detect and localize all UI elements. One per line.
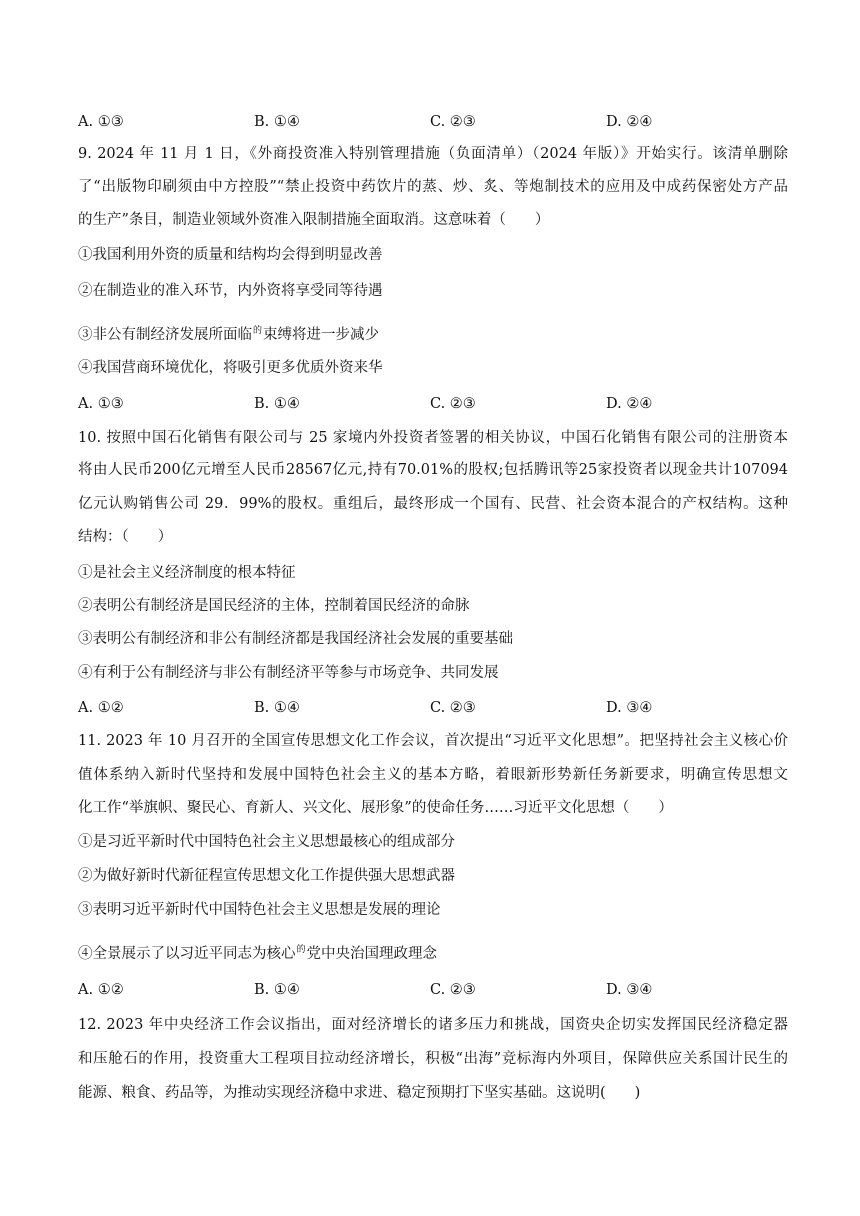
q12-stem-line: 能源、粮食、药品等，为推动实现经济稳中求进、稳定预期打下坚实基础。这说明( ) (78, 1085, 641, 1101)
q10-stem-line: 亿元认购销售公司 29．99%的股权。重组后，最终形成一个国有、民营、社会资本混合的产权结构。这种 (78, 496, 788, 512)
q11-item-4-part: ④全景展示了以习近平同志为核心 (78, 945, 296, 962)
q11-options (78, 980, 788, 1000)
q10-stem-line: 10. 按照中国石化销售有限公司与 25 家境内外投资者签署的相关协议，中国石化销售有限公司的注册资本 (78, 430, 788, 446)
q11-item-3: ③表明习近平新时代中国特色社会主义思想是发展的理论 (78, 902, 441, 918)
q8-option-c[interactable]: C. ②③ (430, 114, 476, 130)
q11-item-4-small-char: 的 (296, 945, 306, 955)
q9-stem-line: 9. 2024 年 11 月 1 日，《外商投资准入特别管理措施（负面清单）（2024 年版）》开始实行。该清单删除 (78, 146, 788, 162)
q9-item-4: ④我国营商环境优化，将吸引更多优质外资来华 (78, 360, 383, 376)
q9-option-a[interactable]: A. ①③ (78, 396, 124, 412)
q8-option-d[interactable]: D. ②④ (606, 114, 653, 130)
q10-item-3: ③表明公有制经济和非公有制经济都是我国经济社会发展的重要基础 (78, 631, 513, 647)
q11-option-c[interactable]: C. ②③ (430, 982, 476, 998)
q10-item-1: ①是社会主义经济制度的根本特征 (78, 565, 296, 581)
q11-item-4 (78, 940, 788, 964)
q10-option-c[interactable]: C. ②③ (430, 700, 476, 716)
q11-stem-line: 值体系纳入新时代坚持和发展中国特色社会主义的基本方略，着眼新形势新任务新要求，明确宣传思想文 (78, 767, 788, 783)
q11-item-4-part: 党中央治国理政理念 (306, 945, 438, 962)
q10-item-2: ②表明公有制经济是国民经济的主体，控制着国民经济的命脉 (78, 598, 470, 614)
q10-option-b[interactable]: B. ①④ (254, 700, 300, 716)
q10-option-a[interactable]: A. ①② (78, 700, 124, 716)
q11-option-a[interactable]: A. ①② (78, 982, 124, 998)
q11-stem-line: 11. 2023 年 10 月召开的全国宣传思想文化工作会议，首次提出“习近平文化思想”。把坚持社会主义核心价 (78, 733, 788, 749)
q11-item-1: ①是习近平新时代中国特色社会主义思想最核心的组成部分 (78, 834, 455, 850)
q9-stem-line: 了“出版物印刷须由中方控股”“禁止投资中药饮片的蒸、炒、炙、等炮制技术的应用及中成药保密处方产品 (78, 179, 788, 195)
q10-item-4: ④有利于公有制经济与非公有制经济平等参与市场竞争、共同发展 (78, 665, 499, 681)
q9-options (78, 394, 788, 414)
q12-stem-line: 12. 2023 年中央经济工作会议指出，面对经济增长的诸多压力和挑战，国资央企切实发挥国民经济稳定器 (78, 1017, 788, 1033)
q9-item-3 (78, 321, 788, 345)
q12-stem-line: 和压舱石的作用，投资重大工程项目拉动经济增长，积极“出海”竞标海内外项目，保障供应关系国计民生的 (78, 1051, 788, 1067)
q10-stem-line: 结构：（ ） (78, 529, 173, 545)
q11-option-b[interactable]: B. ①④ (254, 982, 300, 998)
q10-options (78, 698, 788, 718)
q9-item-1: ①我国利用外资的质量和结构均会得到明显改善 (78, 247, 383, 263)
q9-stem-line: 的生产”条目，制造业领域外资准入限制措施全面取消。这意味着（ ） (78, 212, 550, 228)
q10-option-d[interactable]: D. ③④ (606, 700, 653, 716)
q11-option-d[interactable]: D. ③④ (606, 982, 653, 998)
q9-item-2: ②在制造业的准入环节，内外资将享受同等待遇 (78, 283, 383, 299)
q9-item-3-part: ③非公有制经济发展所面临 (78, 326, 252, 343)
q10-stem-line: 将由人民币200亿元增至人民币28567亿元,持有70.01%的股权;包括腾讯等25家投资者以现金共计107094 (78, 462, 788, 478)
q8-option-b[interactable]: B. ①④ (254, 114, 300, 130)
q9-option-d[interactable]: D. ②④ (606, 396, 653, 412)
q9-option-c[interactable]: C. ②③ (430, 396, 476, 412)
q9-item-3-part: 束缚将进一步减少 (263, 326, 380, 343)
q9-option-b[interactable]: B. ①④ (254, 396, 300, 412)
q8-options (78, 112, 788, 132)
q11-stem-line: 化工作“举旗帜、聚民心、育新人、兴文化、展形象”的使命任务……习近平文化思想（ ） (78, 800, 673, 816)
q9-item-3-small-char: 的 (253, 326, 263, 336)
q11-item-2: ②为做好新时代新征程宣传思想文化工作提供强大思想武器 (78, 868, 455, 884)
q8-option-a[interactable]: A. ①③ (78, 114, 124, 130)
